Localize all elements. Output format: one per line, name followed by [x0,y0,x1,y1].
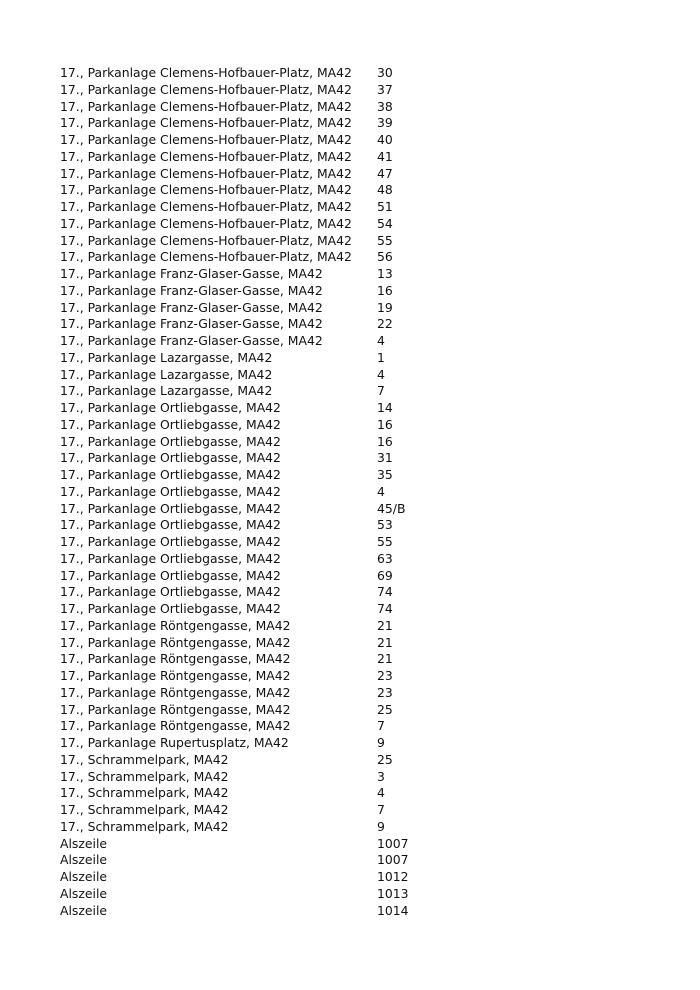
house-number-cell: 39 [377,115,393,131]
house-number-cell: 1014 [377,902,409,918]
table-row [60,199,457,216]
location-name-cell: 17., Parkanlage Clemens-Hofbauer-Platz, MA42 [60,182,352,198]
house-number-cell: 13 [377,266,393,281]
table-row [60,618,457,635]
house-number-cell: 35 [377,467,393,482]
table-row [60,601,457,618]
house-number-cell: 74 [377,601,393,616]
location-name-cell: 17., Parkanlage Clemens-Hofbauer-Platz, MA42 [60,81,352,97]
table-row [60,551,457,568]
house-number-cell: 54 [377,215,393,231]
location-name-cell: 17., Parkanlage Lazargasse, MA42 [60,349,273,365]
location-name-cell: 17., Parkanlage Ortliebgasse, MA42 [60,500,281,516]
table-row [60,584,457,601]
location-name-cell: 17., Parkanlage Röntgengasse, MA42 [60,634,291,650]
house-number-cell: 1 [377,349,385,365]
house-number-cell: 69 [377,567,393,583]
house-number-cell: 7 [377,383,385,399]
address-table [60,65,457,919]
location-name-cell: Alszeile [60,852,108,868]
house-number-cell: 1007 [377,835,409,851]
location-name-cell: 17., Parkanlage Ortliebgasse, MA42 [60,601,281,616]
location-name-cell: Alszeile [60,869,108,884]
house-number-cell: 4 [377,333,385,348]
table-row [60,400,457,417]
location-name-cell: 17., Parkanlage Ortliebgasse, MA42 [60,567,281,583]
table-row [60,99,457,116]
location-name-cell: 17., Parkanlage Clemens-Hofbauer-Platz, MA42 [60,115,352,131]
table-row [60,350,457,367]
location-name-cell: 17., Schrammelpark, MA42 [60,802,229,817]
house-number-cell: 51 [377,199,393,214]
table-row [60,316,457,333]
table-row [60,417,457,434]
table-row [60,886,457,903]
table-row [60,785,457,802]
location-name-cell: 17., Parkanlage Ortliebgasse, MA42 [60,416,281,432]
house-number-cell: 48 [377,182,393,198]
location-name-cell: 17., Parkanlage Clemens-Hofbauer-Platz, MA42 [60,232,352,248]
table-row [60,836,457,853]
house-number-cell: 53 [377,517,393,533]
location-name-cell: 17., Parkanlage Ortliebgasse, MA42 [60,550,281,566]
table-row [60,852,457,869]
location-name-cell: 17., Parkanlage Röntgengasse, MA42 [60,617,291,633]
house-number-cell: 31 [377,450,393,466]
table-row [60,216,457,233]
location-name-cell: 17., Parkanlage Lazargasse, MA42 [60,366,273,382]
location-name-cell: 17., Parkanlage Franz-Glaser-Gasse, MA42 [60,333,323,348]
house-number-cell: 55 [377,232,393,248]
house-number-cell: 37 [377,81,393,97]
location-name-cell: 17., Parkanlage Clemens-Hofbauer-Platz, MA42 [60,132,352,147]
house-number-cell: 16 [377,282,393,298]
house-number-cell: 9 [377,735,385,750]
table-row [60,819,457,836]
table-row [60,802,457,819]
location-name-cell: 17., Parkanlage Ortliebgasse, MA42 [60,467,281,482]
location-name-cell: 17., Parkanlage Ortliebgasse, MA42 [60,433,281,449]
table-row [60,718,457,735]
house-number-cell: 1013 [377,885,409,901]
house-number-cell: 1012 [377,869,409,884]
location-name-cell: 17., Parkanlage Ortliebgasse, MA42 [60,483,281,499]
table-row [60,685,457,702]
location-name-cell: 17., Parkanlage Clemens-Hofbauer-Platz, MA42 [60,98,352,114]
table-row [60,735,457,752]
document-page [60,65,660,919]
house-number-cell: 7 [377,802,385,817]
address-table-body [60,65,457,919]
house-number-cell: 4 [377,483,385,499]
table-row [60,501,457,518]
table-row [60,517,457,534]
house-number-cell: 22 [377,316,393,332]
house-number-cell: 9 [377,818,385,834]
location-name-cell: Alszeile [60,835,108,851]
location-name-cell: 17., Parkanlage Ortliebgasse, MA42 [60,517,281,533]
table-row [60,702,457,719]
location-name-cell: 17., Parkanlage Röntgengasse, MA42 [60,684,291,700]
location-name-cell: 17., Parkanlage Clemens-Hofbauer-Platz, MA42 [60,65,352,80]
location-name-cell: 17., Parkanlage Franz-Glaser-Gasse, MA42 [60,282,323,298]
location-name-cell: 17., Parkanlage Lazargasse, MA42 [60,383,273,399]
table-row [60,132,457,149]
house-number-cell: 4 [377,785,385,801]
house-number-cell: 30 [377,65,393,80]
table-row [60,668,457,685]
location-name-cell: 17., Parkanlage Röntgengasse, MA42 [60,701,291,717]
table-row [60,903,457,920]
location-name-cell: 17., Schrammelpark, MA42 [60,768,229,784]
location-name-cell: 17., Parkanlage Ortliebgasse, MA42 [60,534,281,549]
table-row [60,283,457,300]
location-name-cell: 17., Parkanlage Clemens-Hofbauer-Platz, MA42 [60,165,352,181]
table-row [60,149,457,166]
location-name-cell: 17., Parkanlage Röntgengasse, MA42 [60,718,291,734]
location-name-cell: 17., Parkanlage Franz-Glaser-Gasse, MA42 [60,316,323,332]
location-name-cell: 17., Parkanlage Ortliebgasse, MA42 [60,450,281,466]
table-row [60,333,457,350]
location-name-cell: 17., Parkanlage Ortliebgasse, MA42 [60,400,281,415]
house-number-cell: 56 [377,249,393,265]
house-number-cell: 25 [377,701,393,717]
location-name-cell: 17., Parkanlage Franz-Glaser-Gasse, MA42 [60,299,323,315]
house-number-cell: 74 [377,584,393,600]
table-row [60,249,457,266]
house-number-cell: 16 [377,433,393,449]
location-name-cell: 17., Schrammelpark, MA42 [60,751,229,767]
table-row [60,383,457,400]
table-row [60,534,457,551]
table-row [60,367,457,384]
location-name-cell: 17., Parkanlage Clemens-Hofbauer-Platz, MA42 [60,148,352,164]
house-number-cell: 38 [377,98,393,114]
table-row [60,651,457,668]
location-name-cell: 17., Schrammelpark, MA42 [60,818,229,834]
house-number-cell: 41 [377,148,393,164]
table-row [60,484,457,501]
table-row [60,568,457,585]
table-row [60,434,457,451]
house-number-cell: 19 [377,299,393,315]
location-name-cell: 17., Schrammelpark, MA42 [60,785,229,801]
location-name-cell: 17., Parkanlage Clemens-Hofbauer-Platz, MA42 [60,215,352,231]
table-row [60,166,457,183]
table-row [60,82,457,99]
house-number-cell: 14 [377,400,393,415]
table-row [60,467,457,484]
house-number-cell: 23 [377,668,393,683]
table-row [60,65,457,82]
location-name-cell: Alszeile [60,885,108,901]
table-row [60,266,457,283]
house-number-cell: 45/B [377,500,406,516]
location-name-cell: 17., Parkanlage Röntgengasse, MA42 [60,651,291,667]
house-number-cell: 16 [377,416,393,432]
house-number-cell: 21 [377,617,393,633]
house-number-cell: 21 [377,651,393,667]
house-number-cell: 25 [377,751,393,767]
table-row [60,635,457,652]
table-row [60,869,457,886]
location-name-cell: 17., Parkanlage Rupertusplatz, MA42 [60,735,289,750]
location-name-cell: 17., Parkanlage Clemens-Hofbauer-Platz, MA42 [60,249,352,265]
table-row [60,769,457,786]
house-number-cell: 1007 [377,852,409,868]
house-number-cell: 21 [377,634,393,650]
house-number-cell: 23 [377,684,393,700]
house-number-cell: 47 [377,165,393,181]
house-number-cell: 63 [377,550,393,566]
house-number-cell: 55 [377,534,393,549]
house-number-cell: 7 [377,718,385,734]
location-name-cell: 17., Parkanlage Franz-Glaser-Gasse, MA42 [60,266,323,281]
location-name-cell: Alszeile [60,902,108,918]
table-row [60,300,457,317]
table-row [60,182,457,199]
table-row [60,450,457,467]
location-name-cell: 17., Parkanlage Ortliebgasse, MA42 [60,584,281,600]
location-name-cell: 17., Parkanlage Clemens-Hofbauer-Platz, MA42 [60,199,352,214]
table-row [60,752,457,769]
table-row [60,115,457,132]
house-number-cell: 4 [377,366,385,382]
location-name-cell: 17., Parkanlage Röntgengasse, MA42 [60,668,291,683]
house-number-cell: 3 [377,768,385,784]
table-row [60,233,457,250]
house-number-cell: 40 [377,132,393,147]
